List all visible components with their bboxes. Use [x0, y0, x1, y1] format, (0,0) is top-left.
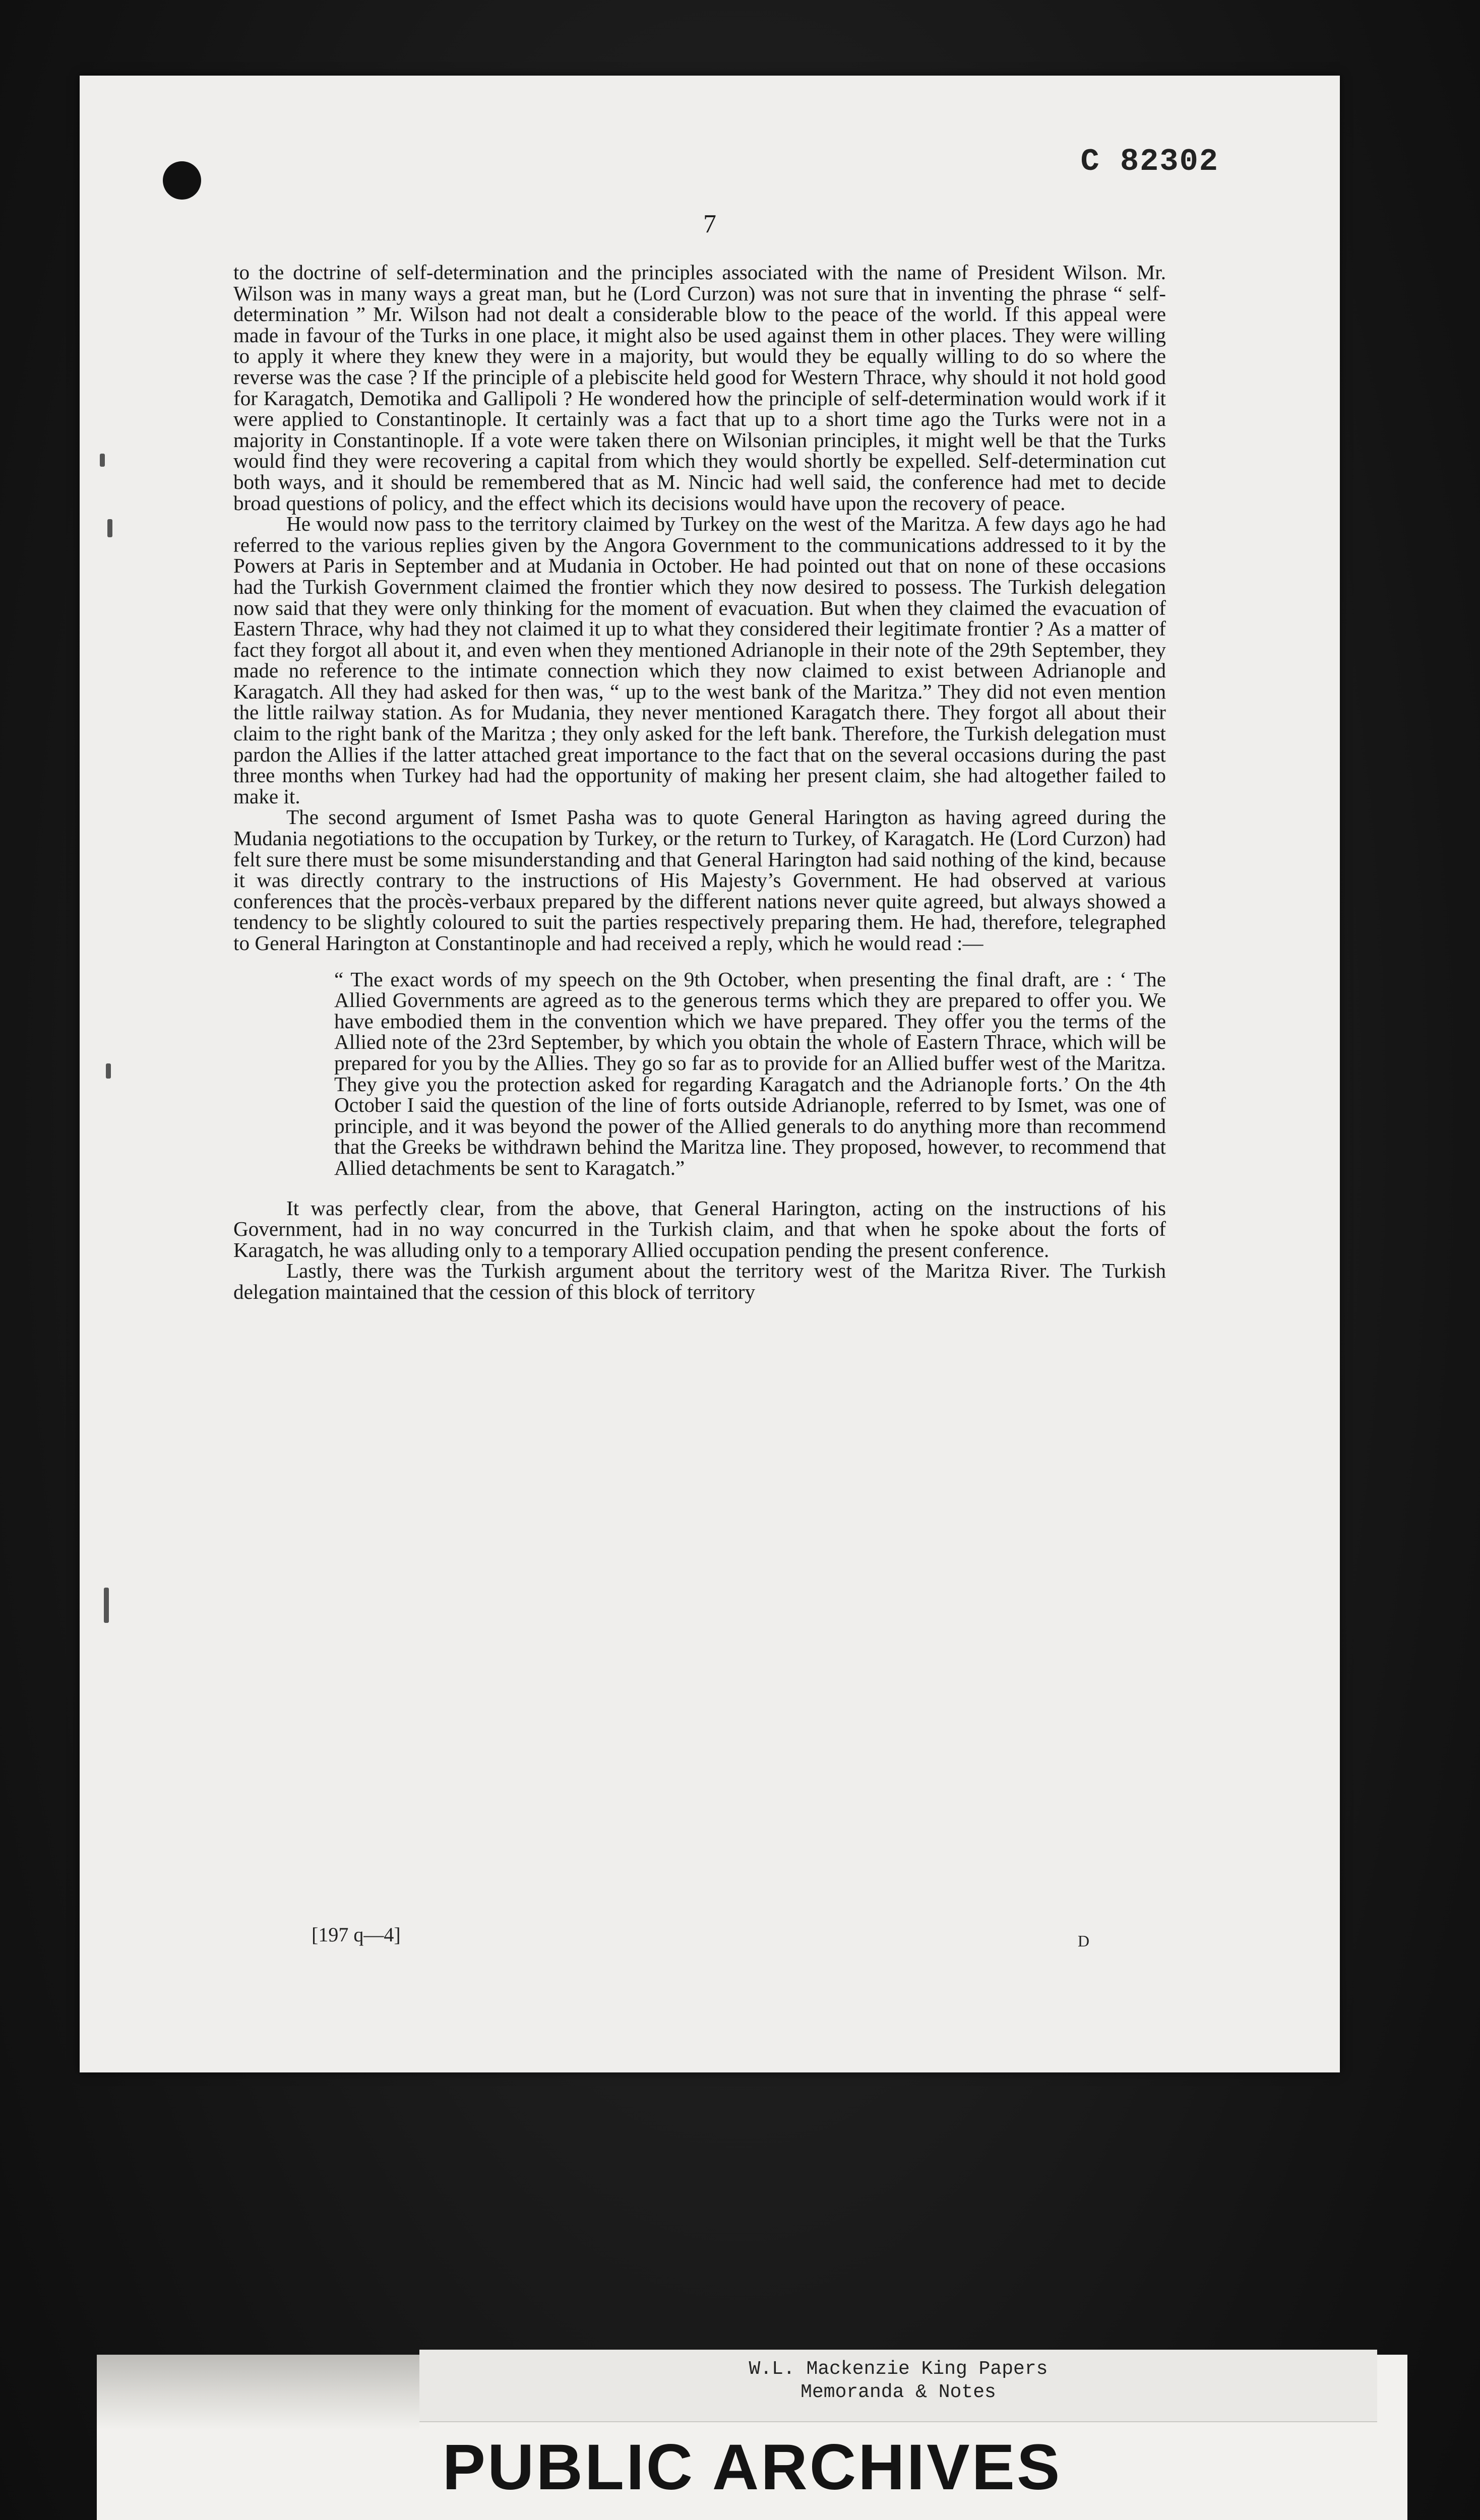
- paragraph: to the doctrine of self-determination and the principles associated with the name of President Wilson. Mr. Wilson was in many ways a great man, but he (Lord Curzon) was not sure that in inventing the phrase “ self-determination ” Mr. Wilson had not dealt a considerable blow to the peace of the world. If this appeal were made in favour of the Turks in one place, it might also be used against them in other places. They were willing to apply it where they knew they were in a majority, but would they be equally willing to do so where the reverse was the case ? If the principle of a plebiscite held good for Western Thrace, why should it not hold good for Karagatch, Demotika and Gallipoli ? He wondered how the principle of self-determination would work if it were applied to Constantinople. It certainly was a fact that up to a short time ago the Turks were not in a majority in Constantinople. If a vote were taken there on Wilsonian principles, it might well be that the Turks would find they were recovering a capital from which they would shortly be expelled. Self-determination cut both ways, and it should be remembered that as M. Nincic had well said, the conference had met to decide broad questions of policy, and the effect which its decisions would have upon the recovery of peace.: [233, 261, 1166, 515]
- edge-mark: [106, 1063, 111, 1079]
- quoted-telegram: “ The exact words of my speech on the 9th October, when presenting the final draft, are : ‘ The Allied Governments are agreed as to the generous terms which they are prepared to offer you. We have embodied them in the convention which we have prepared. They offer you the terms of the Allied note of the 23rd September, by which you obtain the whole of Eastern Thrace, which will be prepared for you by the Allies. They go so far as to provide for an Allied buffer west of the Maritza. They give you the protection asked for regarding Karagatch and the Adrianople forts.’ On the 4th October I said the question of the line of forts outside Adrianople, referred to by Ismet, was one of principle, and it was beyond the power of the Allied generals to do anything more than recommend that the Greeks be withdrawn behind the Maritza line. They proposed, however, to recommend that Allied detachments be sent to Karagatch.”: [334, 967, 1166, 1179]
- document-page: [80, 76, 1340, 2072]
- signature-letter: D: [1078, 1932, 1090, 1950]
- edge-mark: [107, 519, 112, 537]
- reference-number: C 82302: [1080, 144, 1219, 179]
- page-number: 7: [703, 210, 716, 238]
- edge-mark: [100, 454, 105, 467]
- paragraph: Lastly, there was the Turkish argument about the territory west of the Maritza River. The Turkish delegation maintained that the cession of this block of territory: [233, 1259, 1166, 1303]
- label-curl: [97, 2355, 419, 2430]
- paragraph: It was perfectly clear, from the above, that General Harington, acting on the instructions of his Government, had in no way concurred in the Turkish claim, and that when he spoke about the forts of Karagatch, he was alluding only to a temporary Allied occupation pending the present conference.: [233, 1196, 1166, 1262]
- archive-label-card: [97, 2355, 1407, 2520]
- body-text: [233, 262, 1166, 1303]
- paragraph: The second argument of Ismet Pasha was to quote General Harington as having agreed during the Mudania negotiations to the occupation by Turkey, or the return to Turkey, of Karagatch. He (Lord Curzon) had felt sure there must be some misunderstanding and that General Harington had said nothing of the kind, because it was directly contrary to the instructions of His Majesty’s Government. He had observed at various conferences that the procès-verbaux prepared by the different nations never quite agreed, but always showed a tendency to be slightly coloured to suit the parties respectively preparing them. He had, therefore, telegraphed to General Harington at Constantinople and had received a reply, which he would read :—: [233, 805, 1166, 955]
- archive-title-english: PUBLIC ARCHIVES: [442, 2431, 1062, 2503]
- collection-name: W.L. Mackenzie King Papers: [749, 2358, 1048, 2380]
- collection-series: Memoranda & Notes: [800, 2381, 996, 2403]
- label-tab: [419, 2350, 1377, 2422]
- edge-mark: [104, 1588, 109, 1623]
- paragraph: He would now pass to the territory claimed by Turkey on the west of the Maritza. A few days ago he had referred to the various replies given by the Angora Government to the communications addressed to it by the Powers at Paris in September and at Mudania in October. He had pointed out that on none of these occasions had the Turkish Government claimed the frontier which they now desired to possess. The Turkish delegation now said that they were only thinking for the moment of evacuation. But when they claimed the evacuation of Eastern Thrace, why had they not claimed it up to what they considered their legitimate frontier ? As a matter of fact they forgot all about it, and even when they mentioned Adrianople in their note of the 29th September, they made no reference to the intimate connection which they now claimed to exist between Adrianople and Karagatch. All they had asked for then was, “ up to the west bank of the Maritza.” They did not even mention the little railway station. As for Mudania, they never mentioned Karagatch there. They forgot all about their claim to the right bank of the Maritza ; they only asked for the left bank. Therefore, the Turkish delegation must pardon the Allies if the latter attached great importance to the fact that on the several occasions during the past three months when Turkey had had the opportunity of making her present claim, she had altogether failed to make it.: [233, 512, 1166, 808]
- footer-reference: [197 q—4]: [312, 1923, 401, 1946]
- punch-hole: [163, 161, 201, 200]
